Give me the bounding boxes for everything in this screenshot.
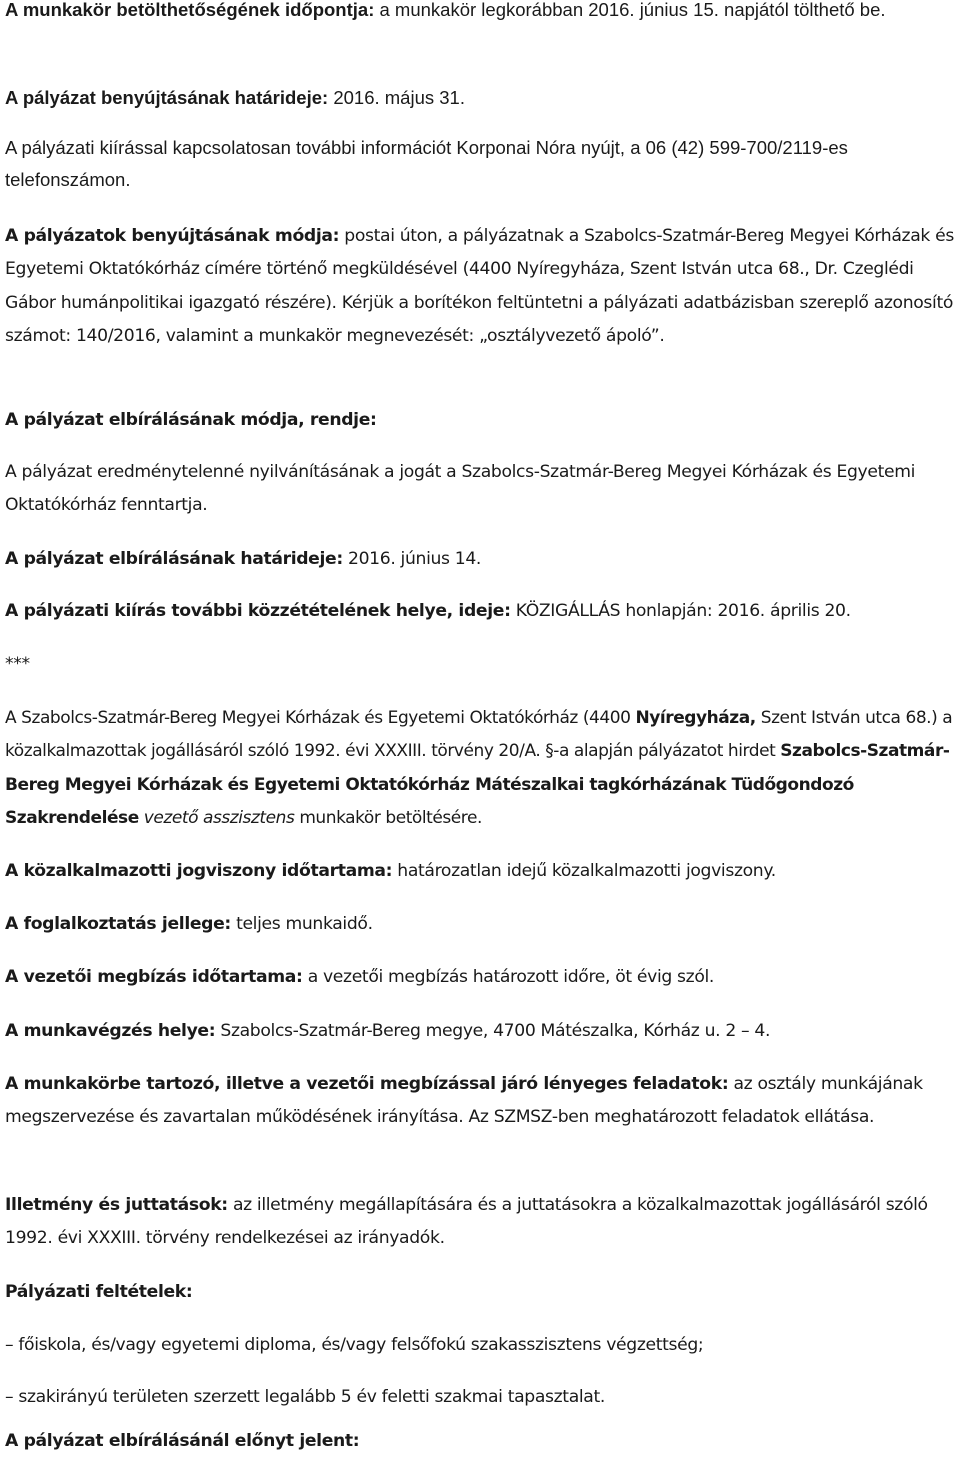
advantage-heading-text: A pályázat elbírálásánál előnyt jelent: — [5, 1431, 360, 1451]
duration-paragraph — [5, 855, 956, 888]
intro-city: Nyíregyháza, — [635, 708, 756, 728]
submission-deadline-paragraph — [5, 82, 956, 114]
submission-method-label: A pályázatok benyújtásának módja: — [5, 226, 340, 246]
workplace-text: Szabolcs-Szatmár-Bereg megye, 4700 Mátészalka, Kórház u. 2 – 4. — [215, 1021, 771, 1041]
publication-text: KÖZIGÁLLÁS honlapján: 2016. április 20. — [510, 601, 851, 621]
section-separator — [5, 648, 956, 681]
intro-text-c: munkakör betöltésére. — [294, 807, 482, 828]
submission-deadline-text: 2016. május 31. — [328, 87, 465, 108]
evaluation-paragraph — [5, 456, 956, 523]
mandate-paragraph — [5, 961, 956, 994]
start-date-label: A munkakör betölthetőségének időpontja: — [5, 0, 375, 20]
condition-item-2 — [5, 1381, 956, 1414]
condition-item-1 — [5, 1329, 956, 1362]
condition-1-text: – főiskola, és/vagy egyetemi diploma, és/vagy felsőfokú szakasszisztens végzettség; — [5, 1335, 704, 1355]
submission-method-paragraph — [5, 220, 956, 353]
evaluation-heading — [5, 404, 956, 437]
workplace-label: A munkavégzés helye: — [5, 1021, 216, 1041]
advantage-heading — [5, 1425, 956, 1458]
duration-text: határozatlan idejű közalkalmazotti jogviszony. — [392, 861, 776, 881]
submission-method-text: postai úton, a pályázatnak a Szabolcs-Szatmár-Bereg Megyei Kórházak és Egyetemi Oktatókórház címére történő megküldésével (4400 Nyíregyháza, Szent István utca 68., Dr. Czeglédi Gábor humánpolitikai igazgató részére). Kérjük a borítékon feltüntetni a pályázati adatbázisban szereplő azonosító számot: 140/2016, valamint a munkakör megnevezését: „osztályvezető ápoló”. — [5, 226, 954, 346]
tasks-text: az osztály munkájának megszervezése és zavartalan működésének irányítása. Az SZMSZ-ben meghatározott feladatok ellátása. — [5, 1074, 923, 1128]
contact-info-text: A pályázati kiírással kapcsolatosan további információt Korponai Nóra nyújt, a 06 (42) 599-700/2119-es telefonszámon. — [5, 137, 848, 190]
salary-text: az illetmény megállapítására és a juttatásokra a közalkalmazottak jogállásáról szóló 1992. évi XXXIII. törvény rendelkezései az irányadók. — [5, 1195, 928, 1249]
employment-paragraph — [5, 908, 956, 941]
second-call-intro — [5, 702, 956, 835]
employment-label: A foglalkoztatás jellege: — [5, 914, 231, 934]
employment-text: teljes munkaidő. — [230, 914, 373, 934]
evaluation-deadline-text: 2016. június 14. — [342, 549, 482, 569]
intro-text-b: Szent István utca 68.) a közalkalmazottak jogállásáról szóló 1992. évi XXXIII. törvény 20/A. §-a alapján pályázatot hirdet — [5, 708, 953, 762]
conditions-heading-text: Pályázati feltételek: — [5, 1282, 193, 1302]
intro-institution: Szabolcs-Szatmár-Bereg Megyei Kórházak és Egyetemi Oktatókórház Mátészalkai tagkórházának Tüdőgondozó Szakrendelése — [5, 741, 950, 828]
tasks-paragraph — [5, 1068, 956, 1135]
publication-label: A pályázati kiírás további közzétételének helye, ideje: — [5, 601, 511, 621]
salary-paragraph — [5, 1189, 956, 1256]
evaluation-deadline-label: A pályázat elbírálásának határideje: — [5, 549, 343, 569]
evaluation-text: A pályázat eredménytelenné nyilvánításának a jogát a Szabolcs-Szatmár-Bereg Megyei Kórházak és Egyetemi Oktatókórház fenntartja. — [5, 462, 916, 516]
workplace-paragraph — [5, 1015, 956, 1048]
publication-paragraph — [5, 595, 956, 628]
condition-2-text: – szakirányú területen szerzett legalább 5 év feletti szakmai tapasztalat. — [5, 1387, 605, 1407]
separator-text: *** — [5, 654, 30, 674]
intro-position: vezető asszisztens — [143, 807, 295, 828]
evaluation-deadline-paragraph — [5, 543, 956, 576]
mandate-text: a vezetői megbízás határozott időre, öt évig szól. — [302, 967, 715, 987]
tasks-label: A munkakörbe tartozó, illetve a vezetői megbízással járó lényeges feladatok: — [5, 1074, 729, 1094]
start-date-paragraph — [5, 0, 956, 26]
salary-label: Illetmény és juttatások: — [5, 1195, 228, 1215]
duration-label: A közalkalmazotti jogviszony időtartama: — [5, 861, 393, 881]
mandate-label: A vezetői megbízás időtartama: — [5, 967, 303, 987]
start-date-text: a munkakör legkorábban 2016. június 15. napjától tölthető be. — [374, 0, 886, 20]
conditions-heading — [5, 1276, 956, 1309]
intro-text-a: A Szabolcs-Szatmár-Bereg Megyei Kórházak és Egyetemi Oktatókórház (4400 — [5, 708, 636, 728]
submission-deadline-label: A pályázat benyújtásának határideje: — [5, 87, 329, 108]
evaluation-heading-text: A pályázat elbírálásának módja, rendje: — [5, 410, 377, 430]
contact-info-paragraph — [5, 132, 956, 196]
